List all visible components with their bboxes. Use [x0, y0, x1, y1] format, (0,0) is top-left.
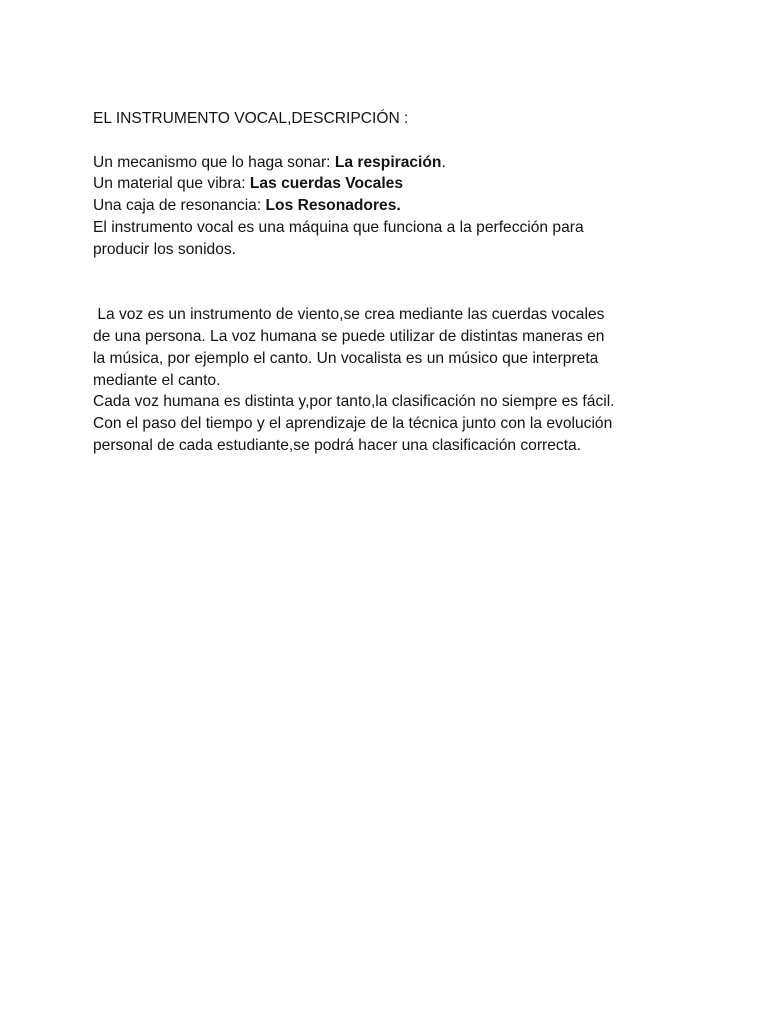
paragraph-classification: Cada voz humana es distinta y,por tanto,la clasificación no siempre es fácil. [93, 393, 615, 411]
bold-term: La respiración [334, 153, 442, 171]
paragraph-line: mediante el canto. [93, 371, 221, 389]
document-heading: EL INSTRUMENTO VOCAL,DESCRIPCIÓN : [93, 110, 409, 127]
paragraph-line: la música, por ejemplo el canto. Un vocalista es un músico que interpreta [93, 349, 599, 367]
document-body [93, 108, 673, 457]
intro-line: producir los sonidos. [93, 240, 237, 258]
paragraph-line: personal de cada estudiante,se podrá hacer una clasificación correcta. [93, 436, 582, 454]
intro-line: El instrumento vocal es una máquina que funciona a la perfección para [93, 218, 584, 236]
paragraph-spacer [93, 261, 673, 305]
bold-term: Las cuerdas Vocales [249, 175, 404, 193]
paragraph-line: Con el paso del tiempo y el aprendizaje de la técnica junto con la evolución [93, 415, 613, 433]
list-item: Un mecanismo que lo haga sonar: La respiración. [93, 153, 446, 171]
bold-term: Los Resonadores. [265, 197, 401, 215]
list-item: Un material que vibra: Las cuerdas Vocales [93, 175, 404, 193]
paragraph-line: La voz es un instrumento de viento,se crea mediante las cuerdas vocales [93, 306, 605, 324]
list-item: Una caja de resonancia: Los Resonadores. [93, 197, 401, 215]
paragraph-line: de una persona. La voz humana se puede utilizar de distintas maneras en [93, 327, 605, 345]
